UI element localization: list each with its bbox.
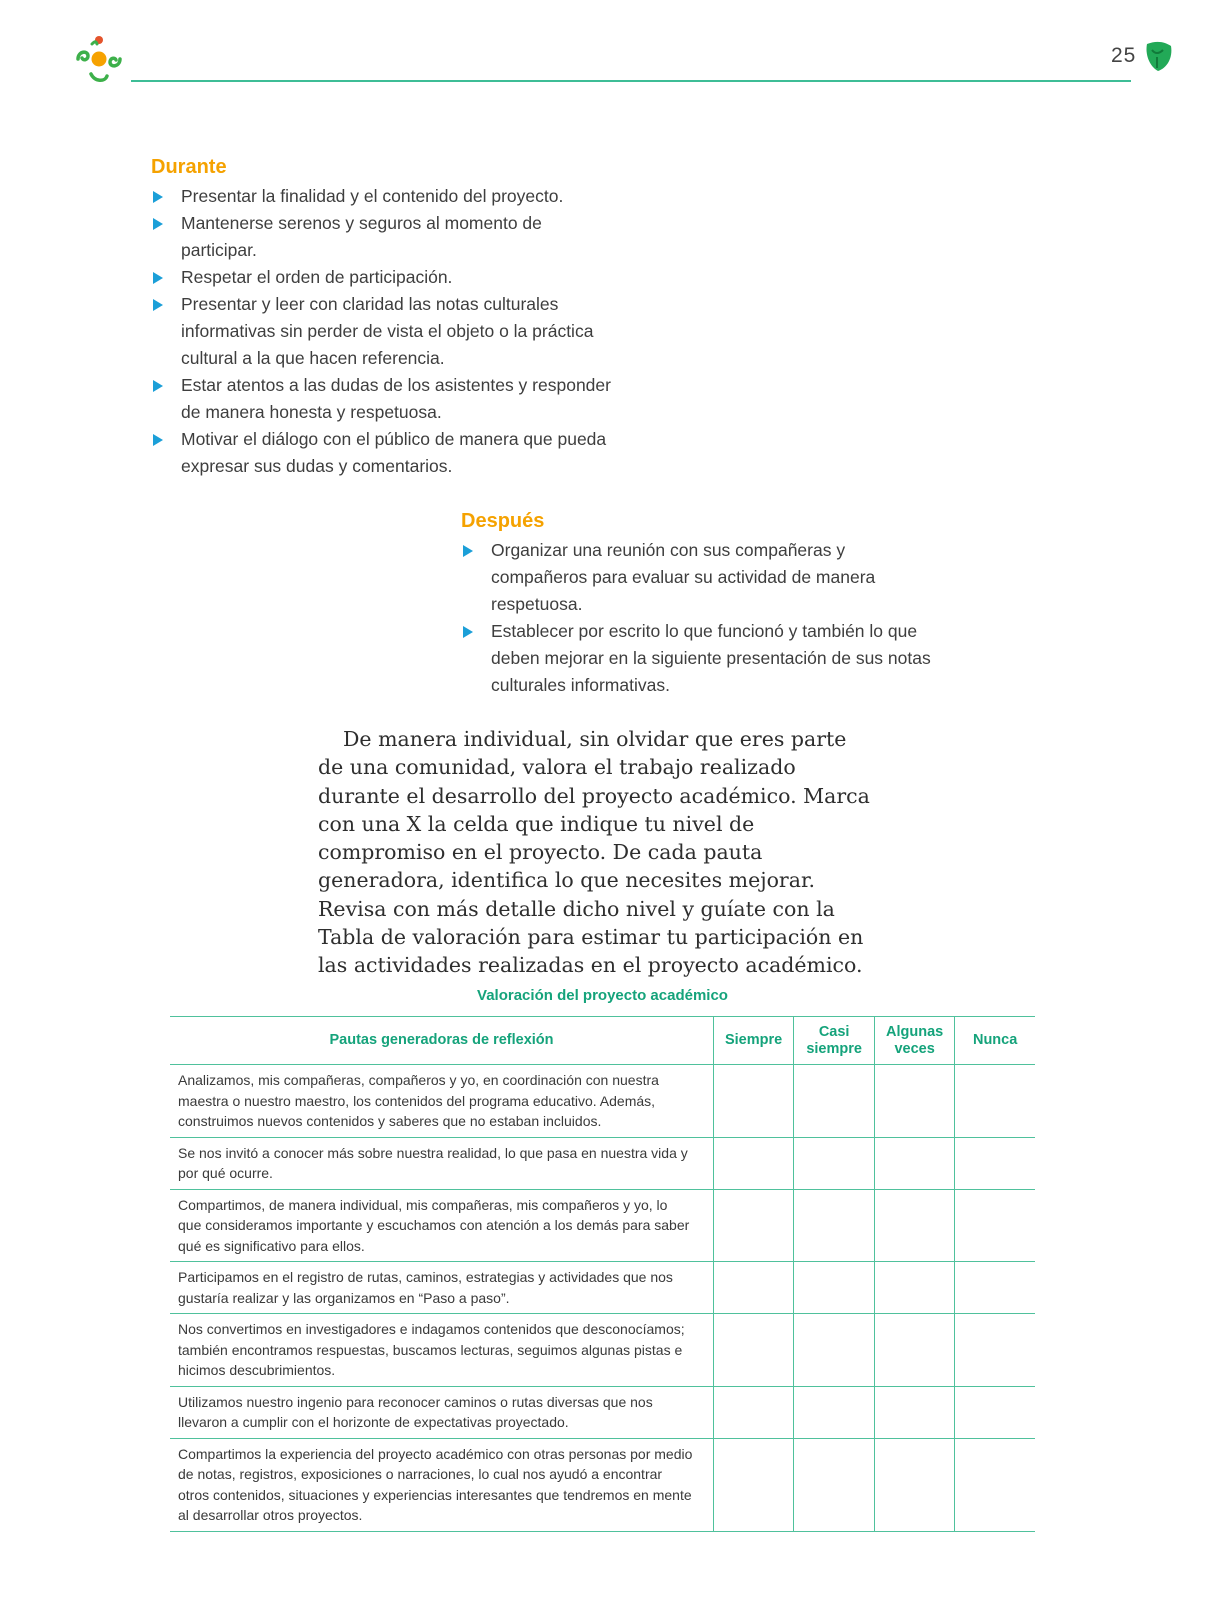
header-rule [131, 80, 1131, 82]
siempre-cell[interactable] [714, 1189, 794, 1262]
criterion-text: Nos convertimos en investigadores e indagamos contenidos que desconocíamos; también encontramos respuestas, buscamos lecturas, seguimos algunas pistas e hicimos descubrimientos. [170, 1314, 714, 1387]
despues-heading: Después [461, 510, 545, 532]
siempre-cell[interactable] [714, 1314, 794, 1387]
nunca-cell[interactable] [955, 1189, 1035, 1262]
table-row [170, 1314, 1035, 1387]
siempre-cell[interactable] [714, 1438, 794, 1531]
durante-section [151, 154, 611, 480]
list-item-text: Organizar una reunión con sus compañeras y compañeros para evaluar su actividad de manera respetuosa. [491, 540, 876, 614]
despues-section [461, 508, 941, 699]
list-item-text: Mantenerse serenos y seguros al momento de participar. [181, 213, 542, 260]
criterion-text: Analizamos, mis compañeras, compañeros y yo, en coordinación con nuestra maestra o nuestro maestro, los contenidos del programa educativo. Además, construimos nuevos contenidos y saberes que no estaban incluidos. [170, 1065, 714, 1138]
list-item [151, 183, 611, 210]
nunca-cell[interactable] [955, 1137, 1035, 1189]
despues-list [461, 537, 941, 699]
flower-logo-icon [70, 30, 128, 88]
algunas-veces-cell[interactable] [875, 1386, 955, 1438]
durante-list [151, 183, 611, 480]
list-item-text: Presentar y leer con claridad las notas culturales informativas sin perder de vista el objeto o la práctica cultural a la que hacen referencia. [181, 294, 594, 368]
list-item [151, 264, 611, 291]
list-item [461, 537, 941, 618]
algunas-veces-cell[interactable] [875, 1262, 955, 1314]
bullet-icon [153, 191, 163, 203]
column-header-nunca: Nunca [955, 1017, 1035, 1065]
list-item [151, 372, 611, 426]
bullet-icon [463, 545, 473, 557]
casi-siempre-cell[interactable] [794, 1137, 875, 1189]
bullet-icon [153, 299, 163, 311]
table-row [170, 1137, 1035, 1189]
bullet-icon [153, 218, 163, 230]
siempre-cell[interactable] [714, 1137, 794, 1189]
nunca-cell[interactable] [955, 1438, 1035, 1531]
casi-siempre-cell[interactable] [794, 1438, 875, 1531]
list-item [151, 210, 611, 264]
nunca-cell[interactable] [955, 1314, 1035, 1387]
siempre-cell[interactable] [714, 1386, 794, 1438]
bullet-icon [153, 434, 163, 446]
criterion-text: Utilizamos nuestro ingenio para reconocer caminos o rutas diversas que nos llevaron a cumplir con el horizonte de expectativas proyectado. [170, 1386, 714, 1438]
page-number: 25 [1111, 44, 1137, 67]
nunca-cell[interactable] [955, 1386, 1035, 1438]
table-row [170, 1386, 1035, 1438]
algunas-veces-cell[interactable] [875, 1438, 955, 1531]
nunca-cell[interactable] [955, 1262, 1035, 1314]
casi-siempre-cell[interactable] [794, 1065, 875, 1138]
siempre-cell[interactable] [714, 1065, 794, 1138]
criterion-text: Se nos invitó a conocer más sobre nuestra realidad, lo que pasa en nuestra vida y por qué ocurre. [170, 1137, 714, 1189]
criterion-text: Compartimos la experiencia del proyecto académico con otras personas por medio de notas, registros, exposiciones o narraciones, lo cual nos ayudó a encontrar otros contenidos, situaciones y experiencias interesantes que tendremos en mente al desarrollar otros proyectos. [170, 1438, 714, 1531]
bullet-icon [463, 626, 473, 638]
green-leaf-icon [1143, 38, 1175, 74]
column-header-criteria: Pautas generadoras de reflexión [170, 1017, 714, 1065]
algunas-veces-cell[interactable] [875, 1137, 955, 1189]
table-row [170, 1262, 1035, 1314]
bullet-icon [153, 272, 163, 284]
casi-siempre-cell[interactable] [794, 1386, 875, 1438]
table-row [170, 1189, 1035, 1262]
list-item [151, 426, 611, 480]
casi-siempre-cell[interactable] [794, 1189, 875, 1262]
list-item-text: Presentar la finalidad y el contenido del proyecto. [181, 186, 564, 206]
bullet-icon [153, 380, 163, 392]
list-item [151, 291, 611, 372]
criterion-text: Compartimos, de manera individual, mis compañeras, mis compañeros y yo, lo que consideramos importante y escuchamos con atención a los demás para saber qué es significativo para ellos. [170, 1189, 714, 1262]
algunas-veces-cell[interactable] [875, 1065, 955, 1138]
instructions-paragraph: De manera individual, sin olvidar que eres parte de una comunidad, valora el trabajo realizado durante el desarrollo del proyecto académico. Marca con una X la celda que indique tu nivel de compromiso en el proyecto. De cada pauta generadora, identifica lo que necesites mejorar. Revisa con más detalle dicho nivel y guíate con la Tabla de valoración para estimar tu participación en las actividades realizadas en el proyecto académico. [318, 727, 870, 978]
nunca-cell[interactable] [955, 1065, 1035, 1138]
column-header-casi-siempre: Casi siempre [794, 1017, 875, 1065]
list-item-text: Estar atentos a las dudas de los asistentes y responder de manera honesta y respetuosa. [181, 375, 611, 422]
column-header-siempre: Siempre [714, 1017, 794, 1065]
algunas-veces-cell[interactable] [875, 1189, 955, 1262]
table-header-row [170, 1017, 1035, 1065]
durante-heading: Durante [151, 156, 227, 178]
column-header-algunas-veces: Algunas veces [875, 1017, 955, 1065]
table-title: Valoración del proyecto académico [477, 987, 728, 1004]
table-row [170, 1065, 1035, 1138]
list-item-text: Motivar el diálogo con el público de manera que pueda expresar sus dudas y comentarios. [181, 429, 607, 476]
algunas-veces-cell[interactable] [875, 1314, 955, 1387]
table-row [170, 1438, 1035, 1531]
list-item-text: Respetar el orden de participación. [181, 267, 453, 287]
criterion-text: Participamos en el registro de rutas, caminos, estrategias y actividades que nos gustaría realizar y las organizamos en “Paso a paso”. [170, 1262, 714, 1314]
siempre-cell[interactable] [714, 1262, 794, 1314]
list-item-text: Establecer por escrito lo que funcionó y también lo que deben mejorar en la siguiente presentación de sus notas culturales informativas. [491, 621, 931, 695]
casi-siempre-cell[interactable] [794, 1314, 875, 1387]
list-item [461, 618, 941, 699]
casi-siempre-cell[interactable] [794, 1262, 875, 1314]
rating-table [170, 1016, 1035, 1532]
